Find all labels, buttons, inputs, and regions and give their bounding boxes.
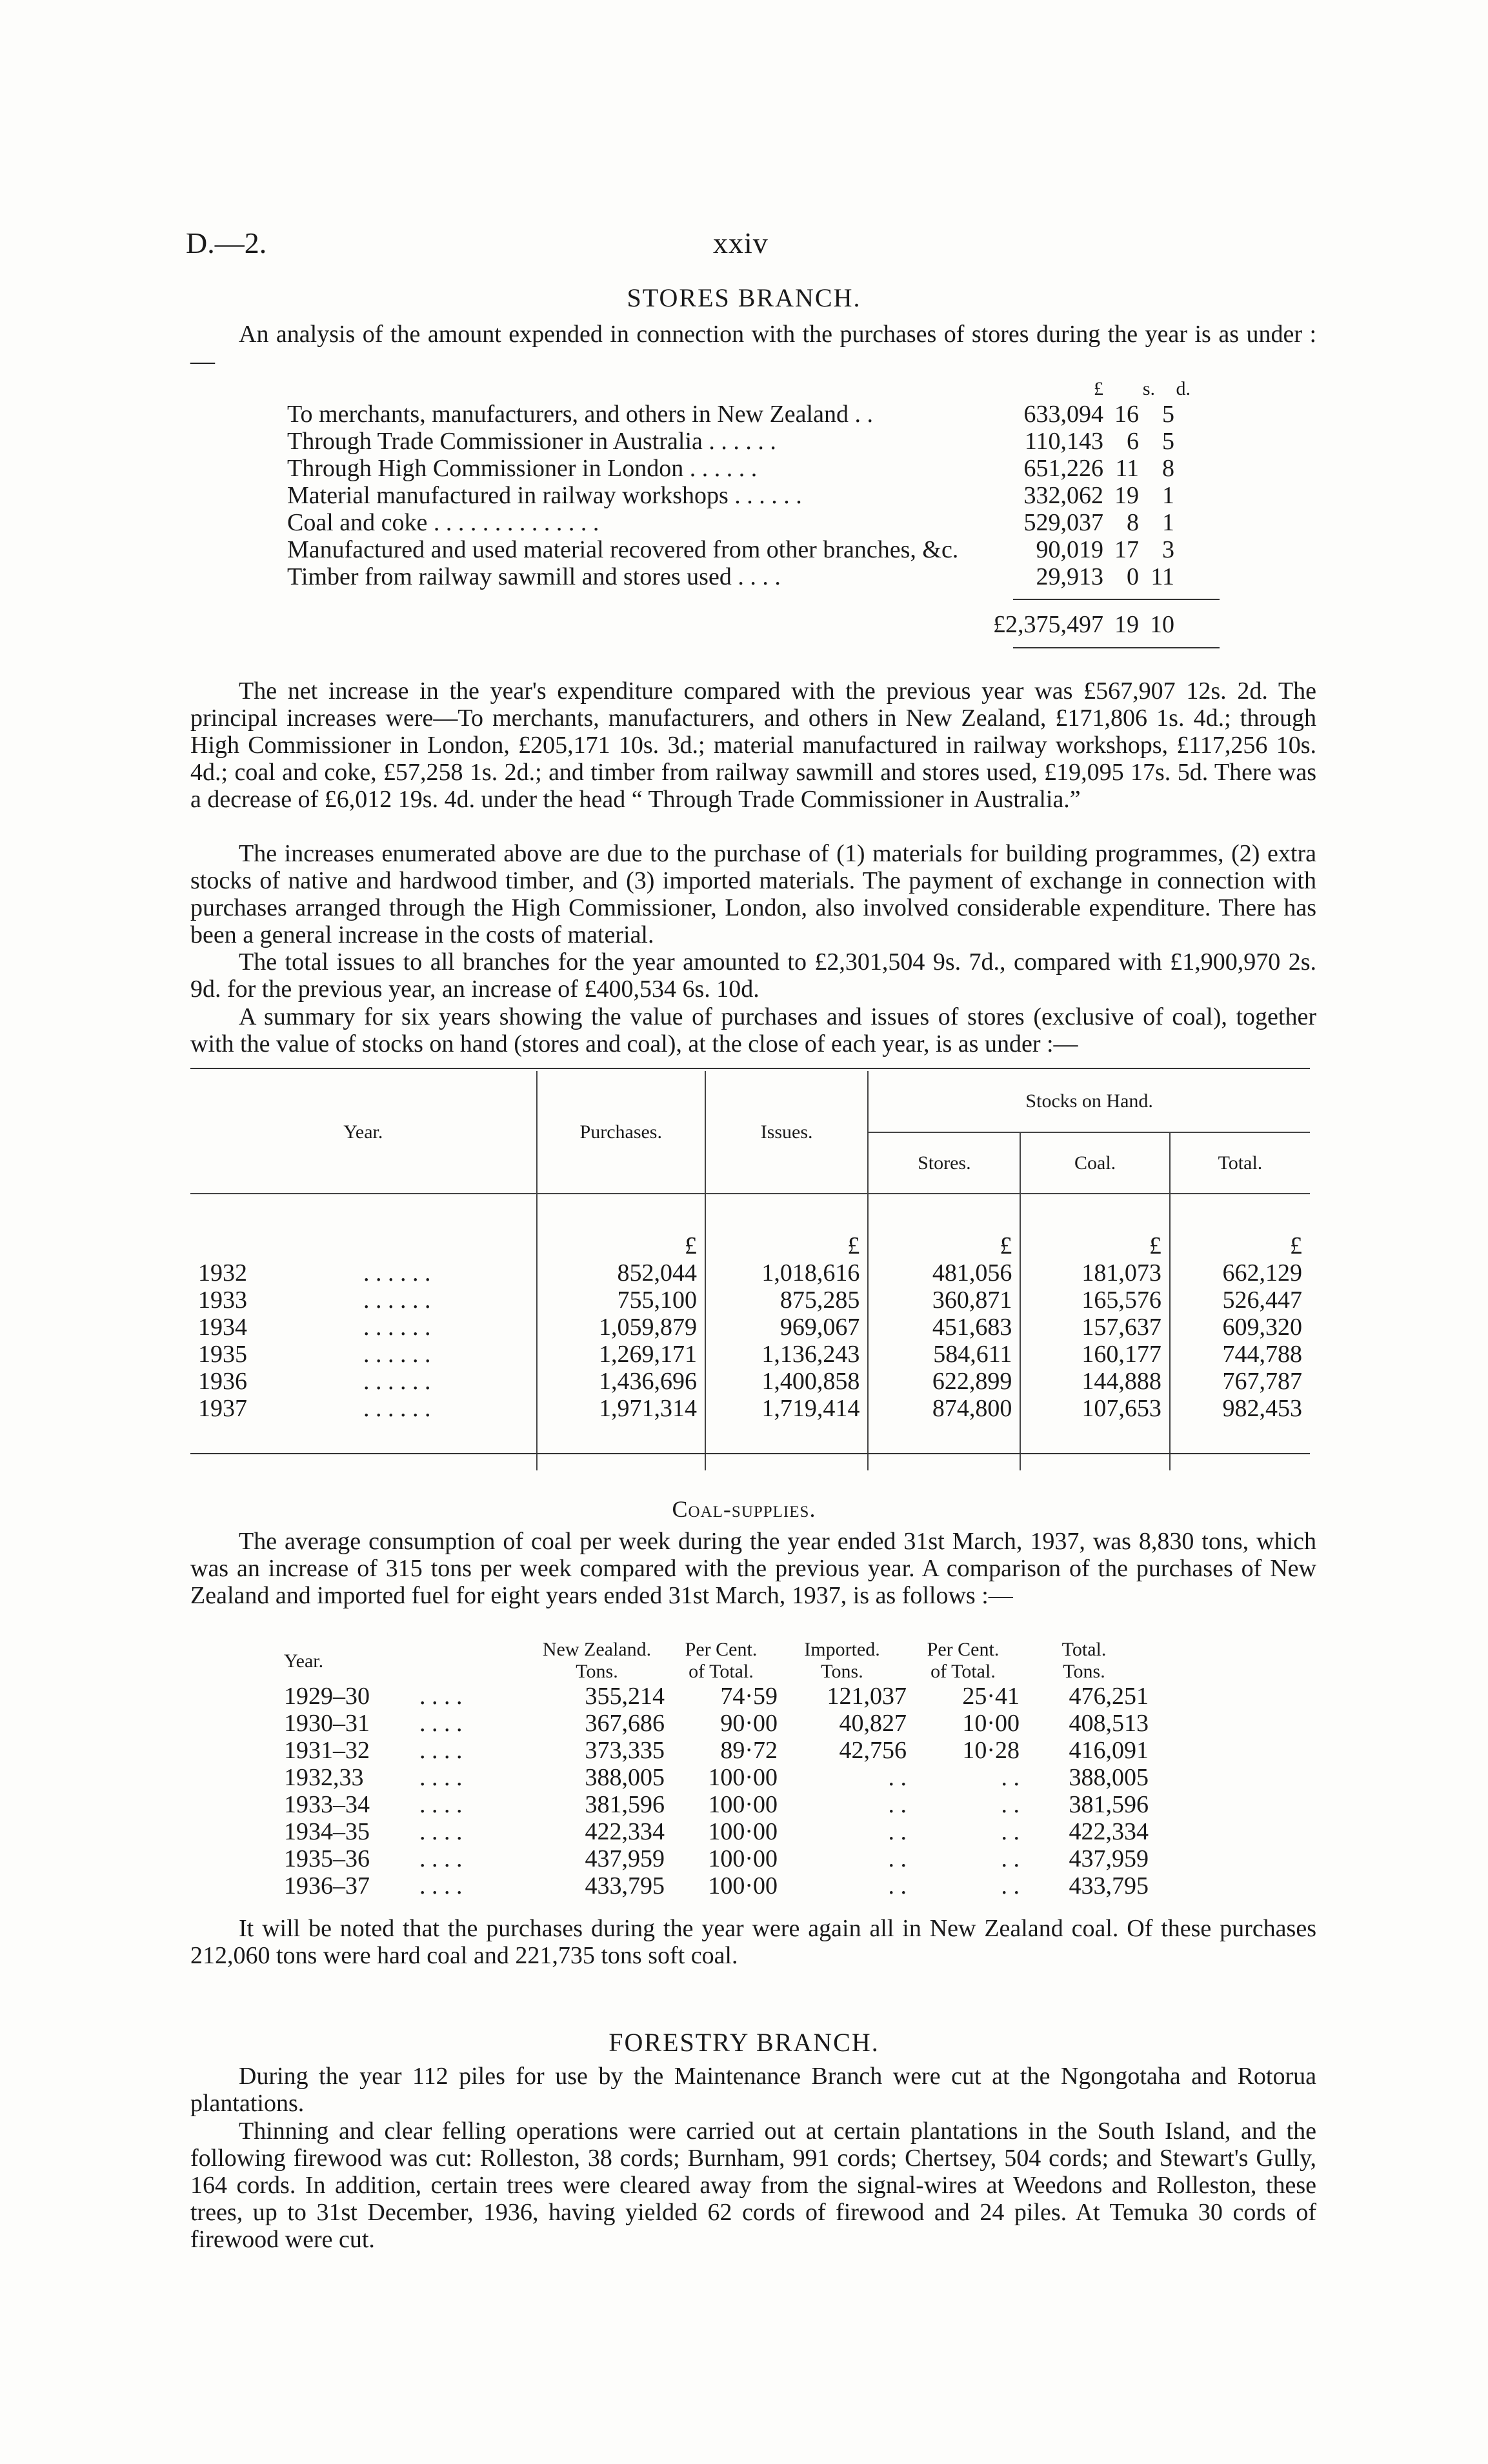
analysis-row: Through Trade Commissioner in Australia . . . . . . 110,143 6 5 [287, 428, 1174, 455]
coal-row: 1936–37 . . . . 433,795 100·00 . . . . 433,795 [284, 1872, 1149, 1899]
coal-para-consumption: The average consumption of coal per week during the year ended 31st March, 1937, was 8,830 tons, which was an increase of 315 tons per week compared with the previous year. A comparison of the purchases of New Zealand and imported fuel for eight years ended 31st March, 1937, is as follows :— [190, 1528, 1316, 1609]
analysis-row: Through High Commissioner in London . . . . . . 651,226 11 8 [287, 455, 1174, 482]
page-number: xxiv [713, 226, 769, 259]
table-top-rule [190, 1068, 1310, 1069]
col-stores: Stores. [868, 1132, 1020, 1194]
forestry-para-piles: During the year 112 piles for use by the Maintenance Branch were cut at the Ngongotaha and Rotorua plantations. [190, 2063, 1316, 2117]
stores-para-increases: The increases enumerated above are due to the purchase of (1) materials for building programmes, (2) extra stocks of native and hardwood timber, and (3) imported materials. The payment of exchange in connection with purchases arranged through the High Commissioner, London, also involved considerable expenditure. There has been a general increase in the costs of material. [190, 840, 1316, 948]
col-coal: Coal. [1020, 1132, 1170, 1194]
analysis-row: Material manufactured in railway workshops . . . . . . 332,062 19 1 [287, 482, 1174, 509]
analysis-row: Timber from railway sawmill and stores used . . . . 29,913 0 11 [287, 563, 1174, 590]
table-row: 1932 . . . . . . 852,044 1,018,616 481,056 181,073 662,129 [190, 1259, 1310, 1287]
coal-para-purchases: It will be noted that the purchases during the year were again all in New Zealand coal. Of these purchases 212,060 tons were hard coal and 221,735 tons soft coal. [190, 1915, 1316, 1969]
coal-supplies-title: Coal-supplies. [672, 1496, 816, 1522]
table-row: 1937 . . . . . . 1,971,314 1,719,414 874,800 107,653 982,453 [190, 1395, 1310, 1422]
table-row: 1936 . . . . . . 1,436,696 1,400,858 622,899 144,888 767,787 [190, 1368, 1310, 1395]
analysis-row: Coal and coke . . . . . . . . . . . . . . 529,037 8 1 [287, 509, 1174, 536]
col-purchases: Purchases. [537, 1071, 705, 1194]
col-total: Total. [1170, 1132, 1310, 1194]
stores-branch-title: STORES BRANCH. [627, 283, 861, 312]
stores-intro: An analysis of the amount expended in connection with the purchases of stores during the year is as under :— [190, 321, 1316, 375]
coal-row: 1932,33 . . . . 388,005 100·00 . . . . 388,005 [284, 1764, 1149, 1791]
document-reference: D.—2. [186, 226, 267, 259]
col-issues: Issues. [705, 1071, 868, 1194]
analysis-total-row: £2,375,497 19 10 [993, 611, 1174, 638]
coal-row: 1929–30 . . . . 355,214 74·59 121,037 25·41 476,251 [284, 1683, 1149, 1710]
stores-para-net-increase: The net increase in the year's expenditure compared with the previous year was £567,907 12s. 2d. The principal increases were—To merchants, manufacturers, and others in New Zealand, £171,806 1s. 4d.; through High Commissioner in London, £205,171 10s. 3d.; material manufactured in railway workshops, £117,256 10s. 4d.; coal and coke, £57,258 1s. 2d.; and timber from railway sawmill and stores used, £19,095 17s. 5d. There was a decrease of £6,012 19s. 4d. under the head “ Through Trade Commissioner in Australia.” [190, 677, 1316, 813]
coal-row: 1934–35 . . . . 422,334 100·00 . . . . 422,334 [284, 1818, 1149, 1845]
forestry-branch-title: FORESTRY BRANCH. [608, 2028, 880, 2057]
coal-row: 1935–36 . . . . 437,959 100·00 . . . . 437,959 [284, 1845, 1149, 1872]
coal-row: 1933–34 . . . . 381,596 100·00 . . . . 381,596 [284, 1791, 1149, 1818]
col-stocks-on-hand: Stocks on Hand. [868, 1071, 1310, 1132]
forestry-para-firewood: Thinning and clear felling operations were carried out at certain plantations in the South Island, and the following firewood was cut: Rolleston, 38 cords; Burnham, 991 cords; Chertsey, 504 cords; and Stewart's Gully, 164 cords. In addition, certain trees were cleared away from the signal-wires at Weedons and Rolleston, these trees, up to 31st December, 1936, having yielded 62 cords of firewood and 24 piles. At Temuka 30 cords of firewood were cut. [190, 2118, 1316, 2253]
coal-comparison-table [284, 1639, 1220, 1899]
six-year-summary-table [190, 1071, 1310, 1470]
analysis-column-heads: £ s. d. [1094, 378, 1191, 399]
table-row: 1934 . . . . . . 1,059,879 969,067 451,683 157,637 609,320 [190, 1314, 1310, 1341]
stores-para-summary: A summary for six years showing the value of purchases and issues of stores (exclusive of coal), together with the value of stocks on hand (stores and coal), at the close of each year, is as under :— [190, 1003, 1316, 1057]
analysis-row: Manufactured and used material recovered from other branches, &c. 90,019 17 3 [287, 536, 1174, 563]
analysis-row: To merchants, manufacturers, and others in New Zealand . . 633,094 16 5 [287, 401, 1174, 428]
total-rule-bottom [1013, 647, 1220, 648]
coal-table-header: Year. New Zealand. Tons. Per Cent. of Total. Imported. Tons. Per Cent. of Total. Total. Tons. [284, 1639, 1107, 1682]
col-year: Year. [343, 1121, 383, 1143]
units-row: £ £ £ £ £ [190, 1232, 1310, 1259]
coal-row: 1931–32 . . . . 373,335 89·72 42,756 10·28 416,091 [284, 1737, 1149, 1764]
table-row: 1935 . . . . . . 1,269,171 1,136,243 584,611 160,177 744,788 [190, 1341, 1310, 1368]
coal-row: 1930–31 . . . . 367,686 90·00 40,827 10·00 408,513 [284, 1710, 1149, 1737]
stores-para-issues: The total issues to all branches for the year amounted to £2,301,504 9s. 7d., compared with £1,900,970 2s. 9d. for the previous year, an increase of £400,534 6s. 10d. [190, 948, 1316, 1003]
table-row: 1933 . . . . . . 755,100 875,285 360,871 165,576 526,447 [190, 1287, 1310, 1314]
total-rule-top [1013, 599, 1220, 600]
table-bottom-rule [190, 1453, 1310, 1454]
